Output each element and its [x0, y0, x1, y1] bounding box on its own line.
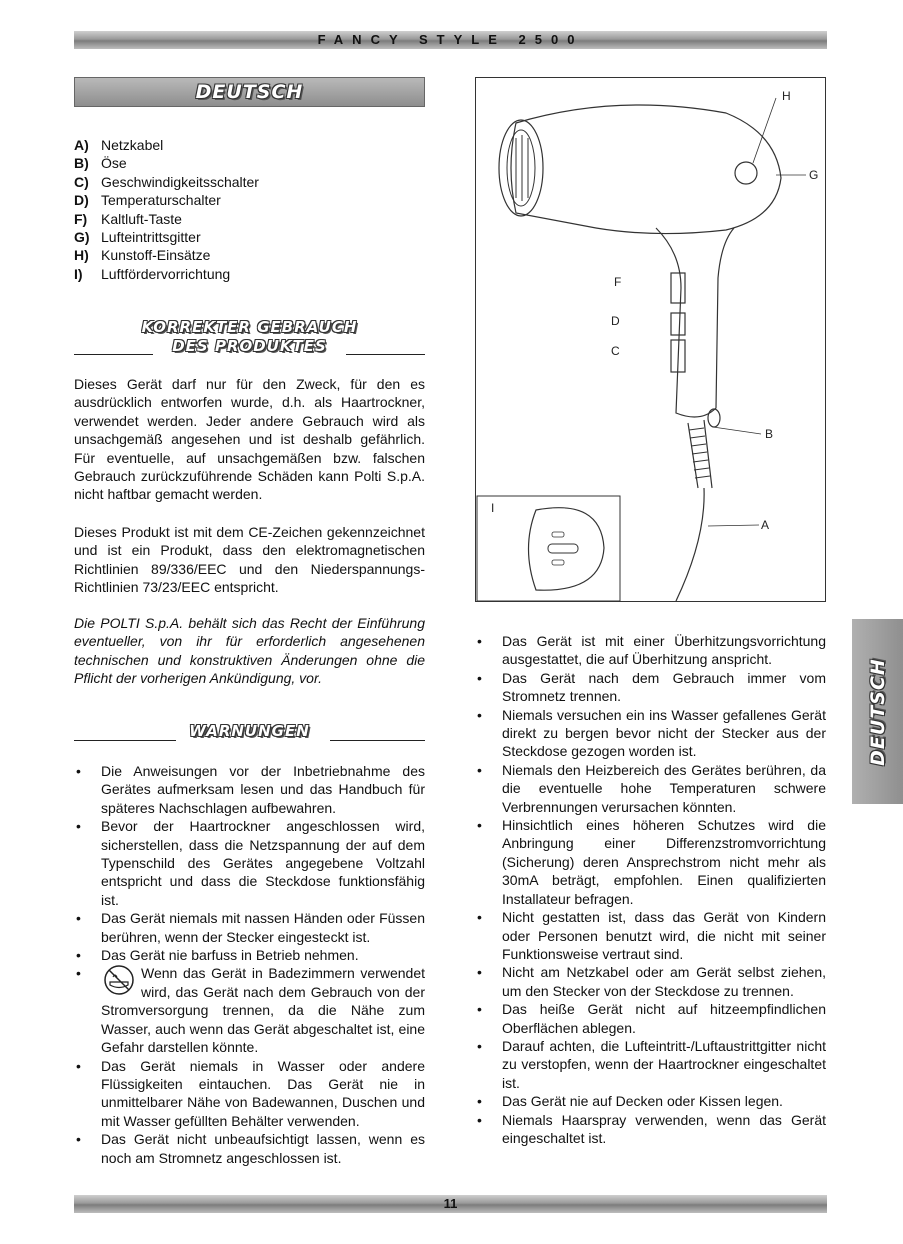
- label-a: A: [761, 518, 770, 532]
- usage-title-line1: KORREKTER GEBRAUCH: [141, 318, 358, 336]
- hair-dryer-diagram: [475, 77, 826, 602]
- list-item: • Niemals Haarspray verwenden, wenn das Gerät eingeschaltet ist.: [475, 1111, 826, 1148]
- ce-paragraph: Dieses Produkt ist mit dem CE-Zeichen gekennzeichnet und ist ein Produkt, dass den elektromagnetischen Richtlinien 89/336/EEC und den Niederspannungs-Richtlinien 73/23/EEC entspricht.: [74, 524, 425, 596]
- legend-label: Temperaturschalter: [101, 192, 221, 209]
- label-b: B: [765, 427, 774, 441]
- legend-label: Lufteintrittsgitter: [101, 229, 201, 246]
- disclaimer-paragraph: Die POLTI S.p.A. behält sich das Recht der Einführung eventueller, von ihr für erforderlich angesehenen technischen und konstruktiven Änderungen ohne die Pflicht der vorherigen Ankündigung, vor.: [74, 615, 425, 687]
- hair-dryer-illustration: [476, 78, 825, 601]
- usage-title-line2: DES PRODUKTES: [172, 337, 327, 355]
- label-g: G: [809, 168, 819, 182]
- section-header-label: DEUTSCH: [195, 81, 304, 103]
- list-item: • Darauf achten, die Lufteintritt-/Luftaustrittgitter nicht zu verstopfen, wenn der Haartrockner eingeschaltet ist.: [475, 1037, 826, 1092]
- legend-label: Öse: [101, 155, 127, 172]
- language-side-tab: [852, 619, 903, 804]
- section-header: [74, 77, 425, 107]
- label-f: F: [614, 275, 622, 289]
- list-item: • Bevor der Haartrockner angeschlossen wird, sicherstellen, dass die Netzspannung der auf dem Typenschild des Gerätes angegebene Voltzahl entspricht und dass die Steckdose funktionsfähig ist.: [74, 817, 425, 909]
- page-footer-bar: [74, 1195, 827, 1213]
- legend-key: F): [74, 210, 88, 227]
- list-item: [74, 964, 425, 1056]
- usage-paragraph: Dieses Gerät darf nur für den Zweck, für den es ausdrücklich entworfen wurde, d.h. als Haartrockner, verwendet werden. Jeder andere Gebrauch wird als unsachgemäß angesehen und ist deshalb gefährlich. Für eventuelle, auf unsachgemäßen bzw. falschen Gebrauch zurückzuführende Schäden kann Polti S.p.A. nicht haftbar gemacht werden.: [74, 376, 425, 503]
- divider: [74, 740, 176, 741]
- divider: [74, 354, 153, 355]
- legend-key: I): [74, 265, 83, 282]
- list-item: • Das heiße Gerät nicht auf hitzeempfindlichen Oberflächen ablegen.: [475, 1000, 826, 1037]
- list-item: • Niemals den Heizbereich des Gerätes berühren, da die eventuelle hohe Temperaturen schwere Verbrennungen verursachen könnten.: [475, 761, 826, 816]
- temperature-switch: [671, 313, 685, 335]
- legend-key: G): [74, 229, 90, 246]
- list-item: • Das Gerät niemals in Wasser oder andere Flüssigkeiten eintauchen. Das Gerät nie in unmittelbarer Nähe von Badewannen, Duschen und mit Wasser gefüllten Behälter verwenden.: [74, 1057, 425, 1131]
- list-item: • Das Gerät ist mit einer Überhitzungsvorrichtung ausgestattet, die auf Überhitzung anspricht.: [475, 632, 826, 669]
- legend-key: A): [74, 137, 89, 153]
- legend-item: [74, 246, 259, 264]
- legend-item: [74, 191, 259, 209]
- document-header-bar: [74, 31, 827, 49]
- legend-item: [74, 173, 259, 191]
- cold-shot-button: [671, 273, 685, 303]
- parts-legend: [74, 136, 259, 283]
- label-d: D: [611, 314, 620, 328]
- list-item: • Das Gerät nie auf Decken oder Kissen legen.: [475, 1092, 826, 1110]
- page-number: 11: [443, 1196, 458, 1211]
- legend-item: [74, 210, 259, 228]
- legend-key: H): [74, 247, 89, 264]
- document-title: FANCY STYLE 2500: [317, 32, 584, 47]
- label-c: C: [611, 344, 620, 358]
- warnings-title: WARNUNGEN: [189, 722, 310, 740]
- divider: [346, 354, 425, 355]
- legend-item: [74, 154, 259, 172]
- legend-item: [74, 228, 259, 246]
- label-i: I: [491, 501, 495, 515]
- legend-key: C): [74, 173, 89, 190]
- legend-label: Netzkabel: [101, 137, 164, 153]
- no-bath-icon: [101, 964, 137, 996]
- legend-key: B): [74, 155, 89, 172]
- list-item: • Das Gerät niemals mit nassen Händen oder Füssen berühren, wenn der Stecker eingesteckt ist.: [74, 909, 425, 946]
- list-item: • Niemals versuchen ein ins Wasser gefallenes Gerät direkt zu bergen bevor nicht der Stecker aus der Steckdose gezogen worden ist.: [475, 706, 826, 761]
- legend-label: Kaltluft-Taste: [101, 210, 182, 227]
- legend-item: [74, 136, 259, 154]
- legend-label: Geschwindigkeitsschalter: [101, 173, 259, 190]
- list-item-text: Wenn das Gerät in Badezimmern verwendet wird, das Gerät nach dem Gebrauch von der Stromversorgung trennen, da die Nähe zum Wasser, auch wenn das Gerät abgeschaltet ist, eine Gefahr darstellen könnte.: [101, 965, 425, 1056]
- divider: [330, 740, 425, 741]
- side-tab-label: DEUTSCH: [866, 657, 889, 766]
- list-item: • Das Gerät nicht unbeaufsichtigt lassen, wenn es noch am Stromnetz angeschlossen ist.: [74, 1130, 425, 1167]
- list-item: • Das Gerät nie barfuss in Betrieb nehmen.: [74, 946, 425, 964]
- list-item: • Das Gerät nach dem Gebrauch immer vom Stromnetz trennen.: [475, 669, 826, 706]
- list-item: • Nicht gestatten ist, dass das Gerät von Kindern oder Personen benutzt wird, die nicht mit seiner Funktionsweise vertraut sind.: [475, 908, 826, 963]
- legend-item: [74, 265, 259, 283]
- legend-label: Kunstoff-Einsätze: [101, 247, 211, 264]
- warnings-list-right: [475, 632, 826, 1147]
- list-item: • Hinsichtlich eines höheren Schutzes wird die Anbringung einer Differenzstromvorrichtung (Sicherung) deren Ansprechstrom nicht mehr als 30mA beträgt, empfohlen. Einen qualifizierten Installateur befragen.: [475, 816, 826, 908]
- legend-key: D): [74, 192, 89, 209]
- list-item: • Nicht am Netzkabel oder am Gerät selbst ziehen, um den Stecker von der Steckdose zu trennen.: [475, 963, 826, 1000]
- list-item: • Die Anweisungen vor der Inbetriebnahme des Gerätes aufmerksam lesen und das Handbuch für späteres Nachschlagen aufbewahren.: [74, 762, 425, 817]
- legend-label: Luftfördervorrichtung: [101, 265, 231, 282]
- label-h: H: [782, 89, 791, 103]
- warnings-list-left: [74, 762, 425, 1167]
